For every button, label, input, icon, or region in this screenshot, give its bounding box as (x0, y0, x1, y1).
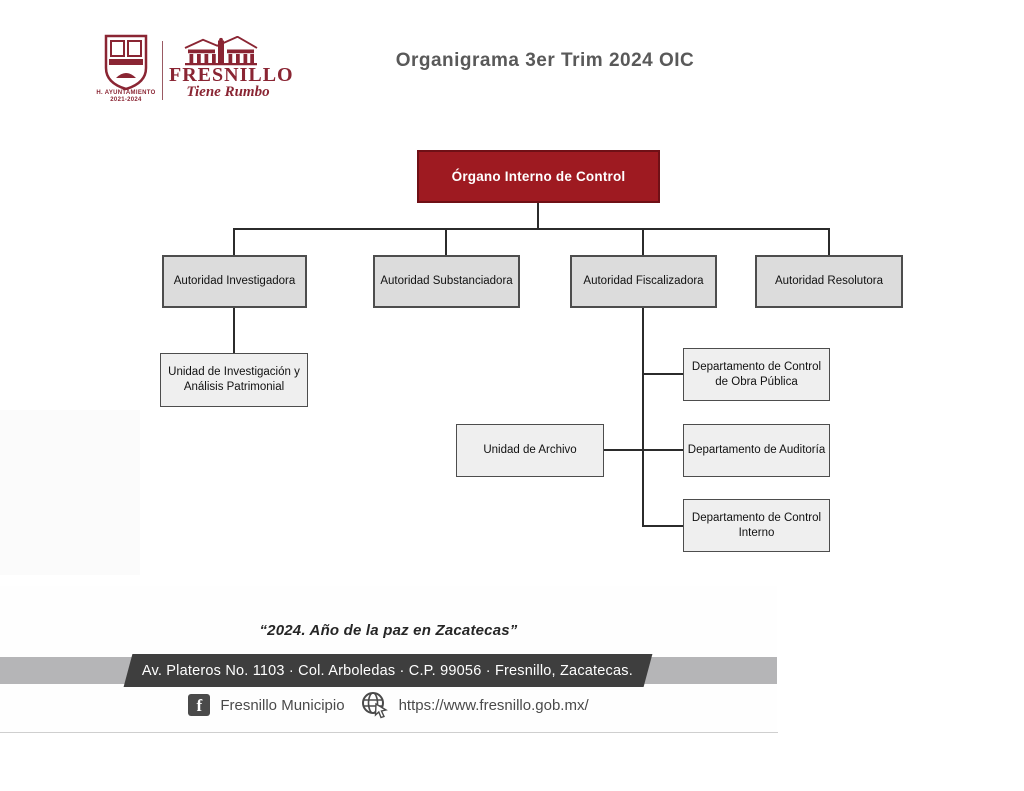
org-node-autoridad-resolutora: Autoridad Resolutora (755, 255, 903, 308)
building-icon (183, 36, 259, 66)
org-node-unidad-archivo: Unidad de Archivo (456, 424, 604, 477)
org-node-unidad-investigacion: Unidad de Investigación y Análisis Patrimonial (160, 353, 308, 407)
org-node-autoridad-investigadora: Autoridad Investigadora (162, 255, 307, 308)
address-text: Av. Plateros No. 1103 · Col. Arboledas · C.P. 99056 · Fresnillo, Zacatecas. (142, 662, 634, 679)
connector-branch-control-interno (644, 525, 683, 527)
seal-caption (86, 90, 166, 104)
seal-caption-line2: 2021-2024 (110, 97, 142, 103)
facebook-icon: f (188, 694, 210, 716)
globe-icon (361, 691, 389, 719)
connector-branch-archivo-auditoria (604, 449, 683, 451)
connector-drop-fiscalizadora (642, 229, 644, 255)
connector-main-horizontal (233, 228, 830, 230)
address-banner (124, 654, 653, 687)
logo-divider (162, 41, 163, 100)
municipal-seal-icon (104, 34, 148, 90)
seal-caption-line1: H. AYUNTAMIENTO (96, 90, 156, 96)
logo-tagline: Tiene Rumbo (186, 84, 270, 100)
footer-bottom-line (0, 732, 778, 733)
footer-motto: “2024. Año de la paz en Zacatecas” (259, 622, 518, 639)
org-node-root: Órgano Interno de Control (417, 150, 660, 203)
org-node-depto-auditoria: Departamento de Auditoría (683, 424, 830, 477)
website-url: https://www.fresnillo.gob.mx/ (398, 696, 589, 714)
footer-social-row (0, 690, 777, 720)
connector-branch-obra-publica (644, 373, 683, 375)
org-node-depto-control-interno: Departamento de Control Interno (683, 499, 830, 552)
footer-shading (0, 410, 140, 575)
org-node-depto-obra-publica: Departamento de Control de Obra Pública (683, 348, 830, 401)
logo-wordmark: FRESNILLO (169, 64, 294, 86)
org-node-autoridad-substanciadora: Autoridad Substanciadora (373, 255, 520, 308)
connector-investigadora-child (233, 308, 235, 353)
connector-drop-investigadora (233, 229, 235, 255)
page-title: Organigrama 3er Trim 2024 OIC (395, 50, 695, 71)
connector-root (537, 203, 539, 229)
org-node-autoridad-fiscalizadora: Autoridad Fiscalizadora (570, 255, 717, 308)
connector-drop-resolutora (828, 229, 830, 255)
connector-fiscalizadora-spine (642, 308, 644, 527)
connector-drop-substanciadora (445, 229, 447, 255)
facebook-label: Fresnillo Municipio (220, 696, 345, 714)
